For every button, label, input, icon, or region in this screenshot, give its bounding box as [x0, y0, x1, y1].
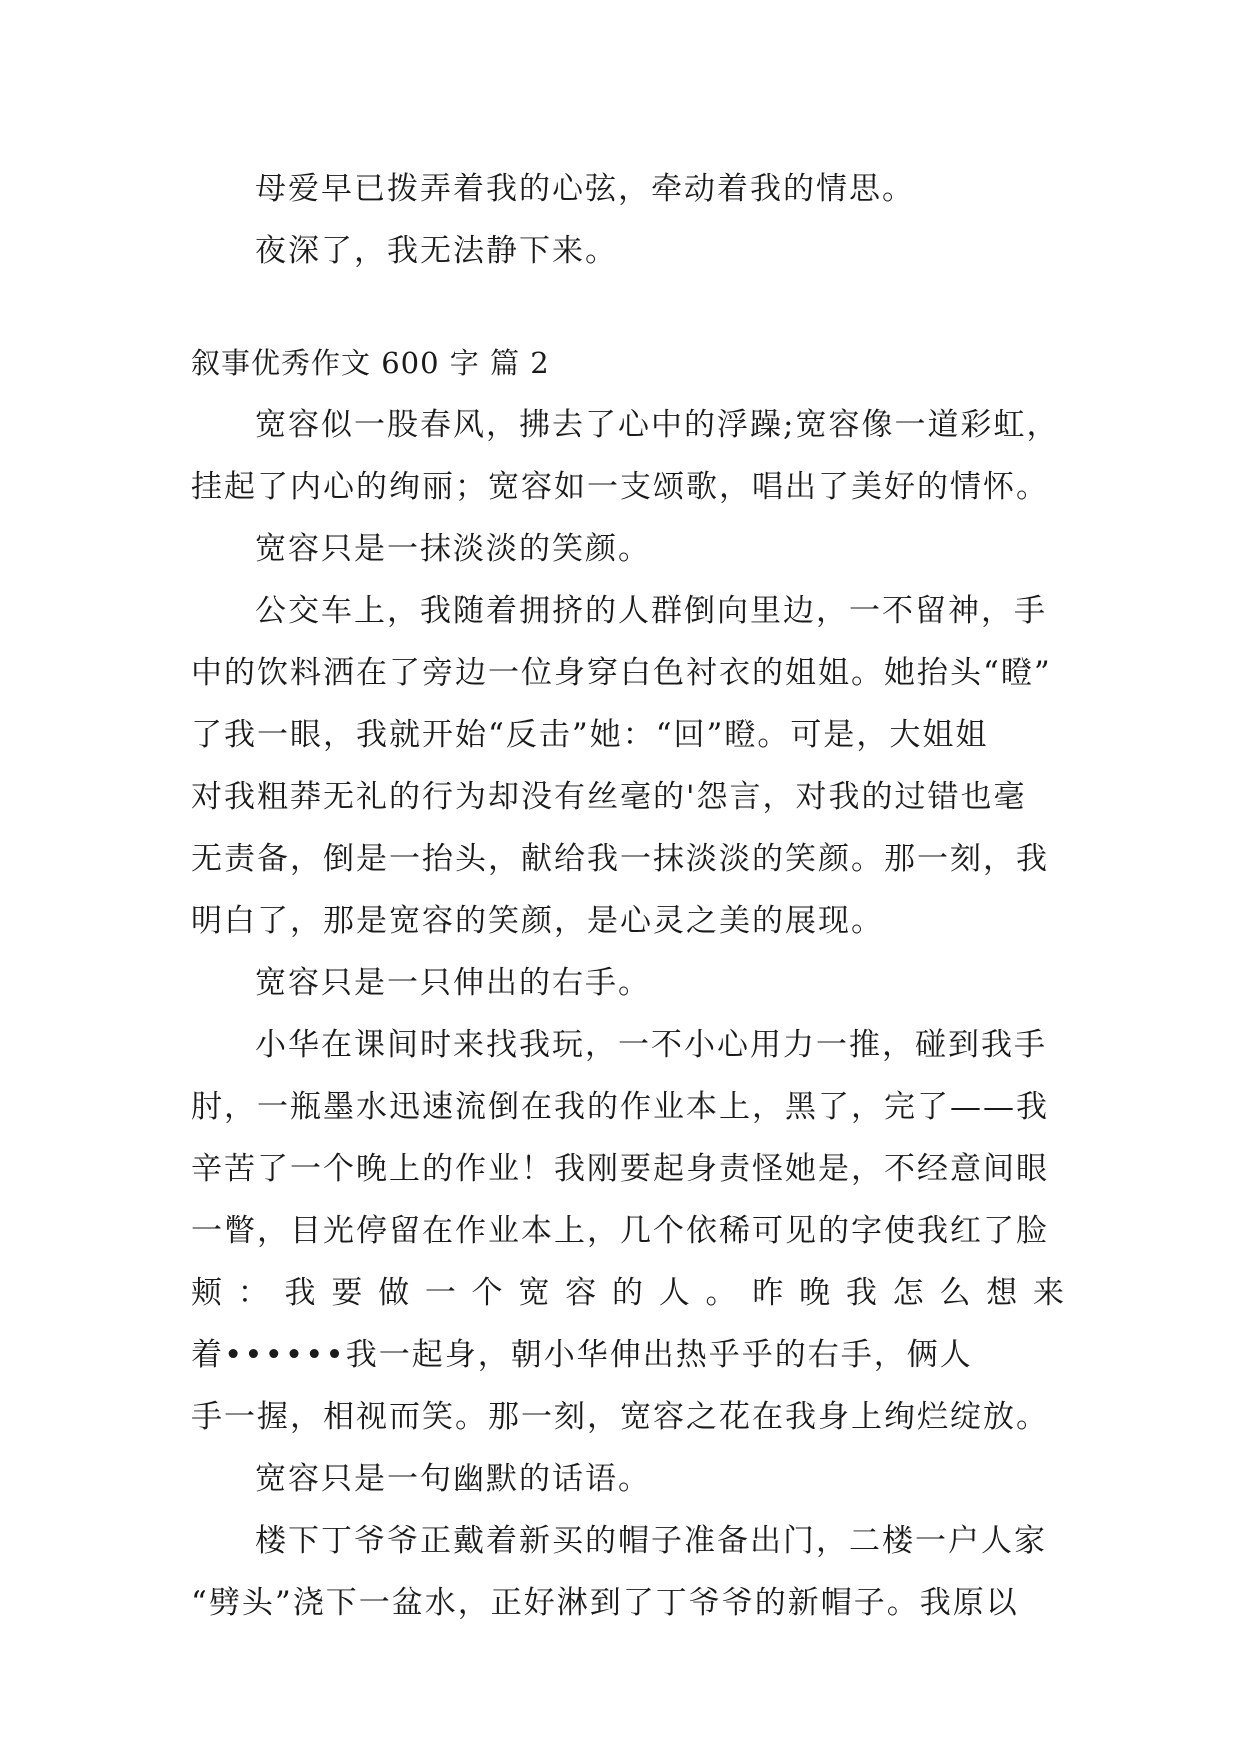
paragraph-line: “劈头”浇下一盆水，正好淋到了丁爷爷的新帽子。我原以: [191, 1585, 1019, 1621]
paragraph-line: 宽容似一股春风，拂去了心中的浮躁;宽容像一道彩虹，: [255, 407, 1060, 443]
paragraph-line: 宽容只是一抹淡淡的笑颜。: [255, 531, 651, 567]
paragraph-line: 着••••••我一起身，朝小华伸出热乎乎的右手，俩人: [191, 1337, 973, 1373]
paragraph-line: 一瞥，目光停留在作业本上，几个依稀可见的字使我红了脸: [191, 1213, 1049, 1249]
paragraph-line: 中的饮料洒在了旁边一位身穿白色衬衣的姐姐。她抬头“瞪”: [191, 655, 1052, 691]
paragraph-line: 对我粗莽无礼的行为却没有丝毫的'怨言，对我的过错也毫: [191, 779, 1027, 815]
paragraph-line: 宽容只是一句幽默的话语。: [255, 1461, 651, 1497]
document-body: [191, 158, 1066, 1634]
paragraph-line: 手一握，相视而笑。那一刻，宽容之花在我身上绚烂绽放。: [191, 1399, 1049, 1435]
paragraph-line: 小华在课间时来找我玩，一不小心用力一推，碰到我手: [255, 1027, 1047, 1063]
section-heading: 叙事优秀作文 600 字 篇 2: [191, 346, 550, 380]
paragraph-line: 宽容只是一只伸出的右手。: [255, 965, 651, 1001]
paragraph-line: 夜深了，我无法静下来。: [255, 233, 618, 269]
paragraph-line: 肘，一瓶墨水迅速流倒在我的作业本上，黑了，完了——我: [191, 1089, 1049, 1125]
paragraph-line: 母爱早已拨弄着我的心弦，牵动着我的情思。: [255, 171, 915, 207]
section-gap: [191, 282, 1066, 332]
paragraph-line: 公交车上，我随着拥挤的人群倒向里边，一不留神，手: [255, 593, 1047, 629]
paragraph-line: 明白了，那是宽容的笑颜，是心灵之美的展现。: [191, 903, 884, 939]
paragraph-line: 楼下丁爷爷正戴着新买的帽子准备出门，二楼一户人家: [255, 1523, 1047, 1559]
paragraph-line: 了我一眼，我就开始“反击”她：“回”瞪。可是，大姐姐: [191, 717, 989, 753]
paragraph-line: 辛苦了一个晚上的作业！我刚要起身责怪她是，不经意间眼: [191, 1151, 1049, 1187]
paragraph-line: 挂起了内心的绚丽；宽容如一支颂歌，唱出了美好的情怀。: [191, 469, 1049, 505]
paragraph-line: 无责备，倒是一抬头，献给我一抹淡淡的笑颜。那一刻，我: [191, 841, 1049, 877]
paragraph-line: 颊：我要做一个宽容的人。昨晚我怎么想来: [191, 1275, 1066, 1311]
